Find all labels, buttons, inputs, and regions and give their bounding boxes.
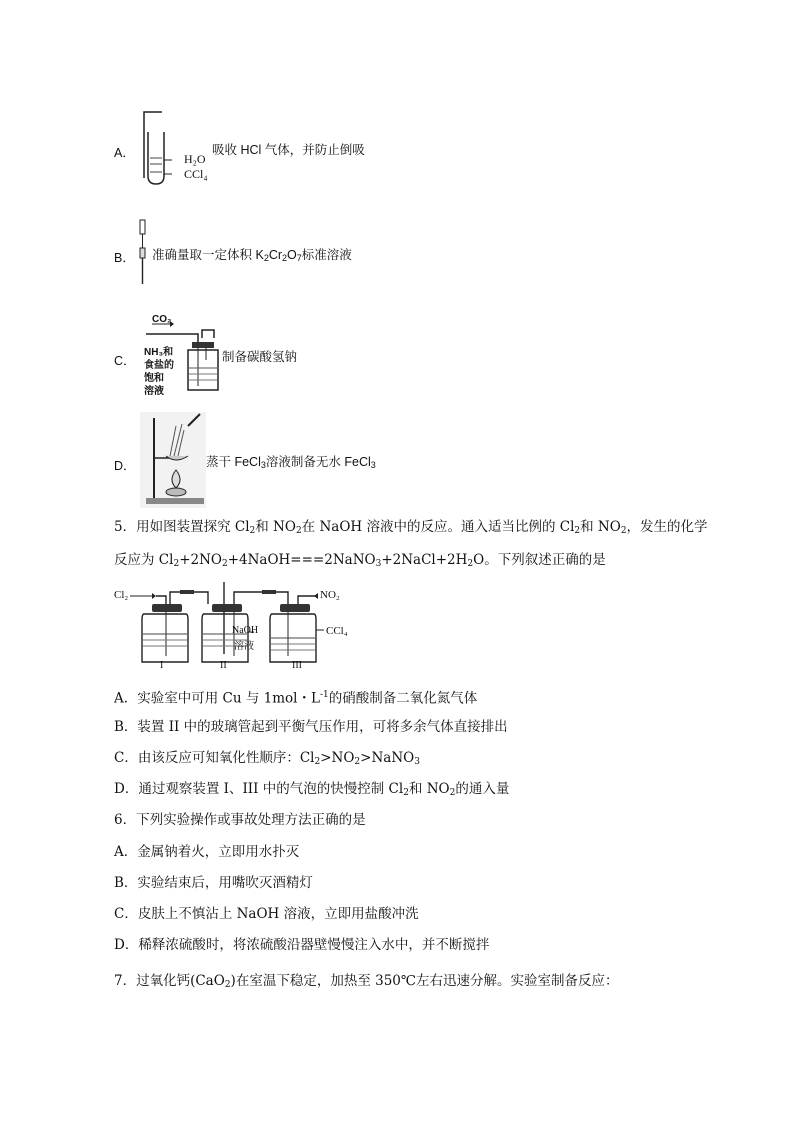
option-b-text: 准确量取一定体积 $K_2Cr_2O_7$标准溶液	[152, 248, 352, 263]
q6-stem: 6．下列实验操作或事故处理方法正确的是	[114, 812, 366, 828]
label-co2: CO₂	[152, 314, 172, 325]
evaporation-figure	[140, 412, 206, 508]
option-d-letter: D．	[114, 459, 136, 473]
label-naoh: NaOH	[232, 625, 259, 636]
label-salt: 食盐的	[144, 360, 174, 371]
pipette-figure	[136, 218, 150, 288]
q5-line1: 5．用如图装置探究 $Cl_2$和 $NO_2$在 NaOH 溶液中的反应。通入适当比例的 $Cl_2$和 $NO_2$，发生的化学	[114, 519, 708, 536]
label-ccl4-2: CCl₄	[326, 625, 348, 637]
option-c-text: 制备碳酸氢钠	[222, 350, 298, 364]
q5-line2: 反应为 $Cl_2+2NO_2+4NaOH===2NaNO_3+2NaCl+2H_2O$。下列叙述正确的是	[114, 552, 606, 569]
label-h2o: H₂O	[184, 152, 206, 166]
label-ccl4: CCl₄	[184, 167, 208, 181]
label-i: I	[160, 660, 164, 671]
q6-option-c: C．皮肤上不慎沾上 NaOH 溶液，立即用盐酸冲洗	[114, 906, 419, 922]
q5-option-c: C．由该反应可知氧化性顺序：$Cl_2>NO_2>NaNO_3$	[114, 750, 420, 767]
q5-option-d: D．通过观察装置 I、III 中的气泡的快慢控制 $Cl_2$和 $NO_2$的通入量	[114, 781, 510, 798]
label-solution: 溶液	[144, 386, 164, 397]
q7-stem: 7．过氧化钙(CaO$_2$)在室温下稳定，加热至 350℃左右迅速分解。实验室制备反应：	[114, 973, 619, 990]
q6-option-d: D．稀释浓硫酸时，将浓硫酸沿器壁慢慢注入水中，并不断搅拌	[114, 937, 490, 953]
label-naoh-solution: 溶液	[234, 641, 254, 652]
option-d-text: 蒸干 FeCl$_3$溶液制备无水 FeCl$_3$	[206, 455, 376, 470]
option-a-letter: A．	[114, 146, 135, 160]
label-cl2: Cl₂	[114, 589, 129, 601]
label-saturated: 饱和	[144, 373, 164, 384]
label-nh3: NH₃和	[144, 347, 174, 358]
label-no2: NO₂	[320, 589, 340, 601]
q6-option-b: B．实验结束后，用嘴吹灭酒精灯	[114, 875, 313, 891]
q5-option-a: A．实验室中可用 Cu 与 1mol・$L^{-1}$的硝酸制备二氧化氮气体	[114, 690, 478, 707]
option-a-text: 吸收 HCl 气体，并防止倒吸	[212, 143, 365, 157]
q6-option-a: A．金属钠着火，立即用水扑灭	[114, 844, 300, 860]
option-b-letter: B．	[114, 251, 135, 265]
option-c-letter: C．	[114, 354, 136, 368]
label-iii: III	[292, 660, 302, 671]
label-ii: II	[220, 660, 227, 671]
q5-option-b: B．装置 II 中的玻璃管起到平衡气压作用，可将多余气体直接排出	[114, 719, 508, 735]
